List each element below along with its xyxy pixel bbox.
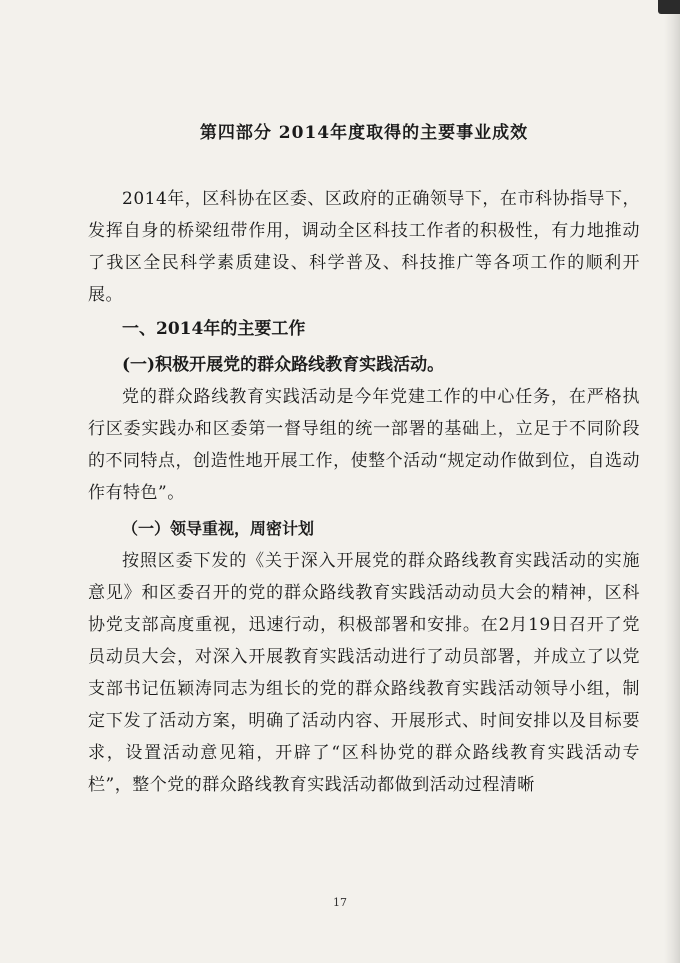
subsection-heading-education-practice: (一)积极开展党的群众路线教育实践活动。	[122, 355, 445, 375]
subsubsection-heading-leadership: （一）领导重视，周密计划	[122, 519, 315, 538]
plan-paragraph: 按照区委下发的《关于深入开展党的群众路线教育实践活动的实施意见》和区委召开的党的群众路线教育实践活动动员大会的精神，区科协党支部高度重视，迅速行动，积极部署和安排。在2月19日召开了党员动员大会，对深入开展教育实践活动进行了动员部署，并成立了以党支部书记伍颖涛同志为组长的党的群众路线教育实践活动领导小组，制定下发了活动方案，明确了活动内容、开展形式、时间安排以及目标要求，设置活动意见箱，开辟了“区科协党的群众路线教育实践活动专栏”，整个党的群众路线教育实践活动都做到活动过程清晰	[88, 551, 640, 795]
document-body	[88, 118, 640, 801]
page-number: 17	[333, 896, 347, 909]
scan-corner-mark	[658, 0, 680, 14]
intro-paragraph: 2014年，区科协在区委、区政府的正确领导下，在市科协指导下，发挥自身的桥梁纽带作用，调动全区科技工作者的积极性，有力地推动了我区全民科学素质建设、科学普及、科技推广等各项工作的顺利开展。	[88, 189, 640, 305]
section-heading-main-work: 一、2014年的主要工作	[122, 319, 306, 339]
practice-paragraph: 党的群众路线教育实践活动是今年党建工作的中心任务，在严格执行区委实践办和区委第一督导组的统一部署的基础上，立足于不同阶段的不同特点，创造性地开展工作，使整个活动“规定动作做到位，自选动作有特色”。	[88, 387, 640, 503]
page-title: 第四部分 2014年度取得的主要事业成效	[199, 123, 529, 143]
page-edge-shadow	[664, 0, 680, 963]
